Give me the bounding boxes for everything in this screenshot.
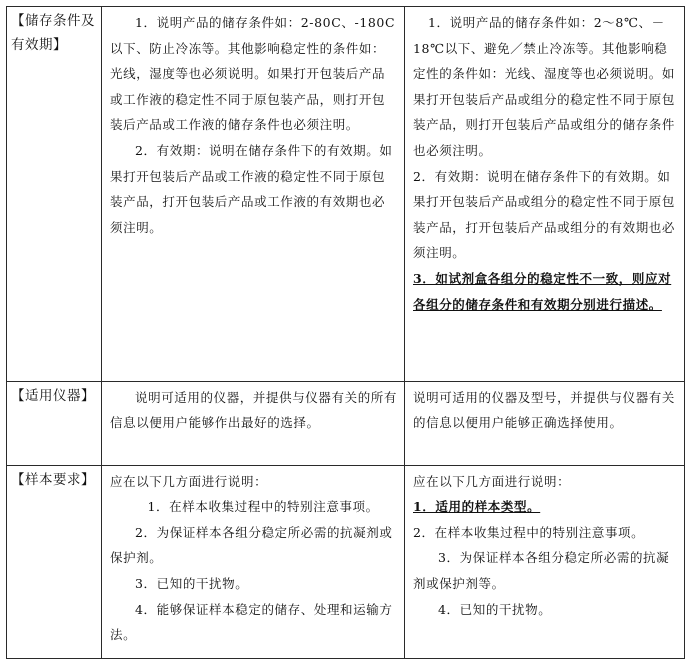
paragraph: 1．说明产品的储存条件如：2～8℃、－18℃以下、避免／禁止冷冻等。其他影响稳定性的条件如：光线、湿度等也必须说明。如果打开包装后产品或组分的稳定性不同于原包装产品，则打开包装后产品或组分的储存条件也必须注明。 (413, 15, 676, 158)
paragraph: 说明可适用的仪器，并提供与仪器有关的所有信息以便用户能够作出最好的选择。 (110, 389, 398, 431)
paragraph: 2．有效期：说明在储存条件下的有效期。如果打开包装后产品或工作液的稳定性不同于原包装产品，打开包装后产品或工作液的有效期也必须注明。 (110, 142, 393, 235)
row-heading: 【适用仪器】 (7, 381, 102, 465)
paragraph: 2．有效期：说明在储存条件下的有效期。如果打开包装后产品或组分的稳定性不同于原包装产品，打开包装后产品或组分的有效期也必须注明。 (413, 168, 676, 261)
original-text-cell (102, 465, 405, 658)
paragraph: 3．为保证样本各组分稳定所必需的抗凝剂或保护剂等。 (413, 550, 670, 592)
comparison-table (6, 6, 685, 659)
added-paragraph: 1．适用的样本类型。 (413, 499, 541, 515)
revised-text-cell (405, 381, 685, 465)
paragraph: 1．说明产品的储存条件如：2-80C、-180C以下、防止冷冻等。其他影响稳定性的条件如：光线，湿度等也必须说明。如果打开包装后产品或工作液的稳定性不同于原包装产品，则打开包装后产品或工作液的储存条件也必须注明。 (110, 15, 396, 133)
original-text-cell (102, 381, 405, 465)
revised-text-cell (405, 7, 685, 382)
table-row (7, 381, 685, 465)
row-heading: 【储存条件及有效期】 (7, 7, 102, 382)
table-row (7, 465, 685, 658)
paragraph: 说明可适用的仪器及型号，并提供与仪器有关的信息以便用户能够正确选择使用。 (413, 389, 676, 431)
paragraph: 1．在样本收集过程中的特别注意事项。 (147, 499, 379, 515)
paragraph: 应在以下几方面进行说明： (110, 473, 268, 489)
paragraph: 3．已知的干扰物。 (135, 576, 249, 592)
paragraph: 2．在样本收集过程中的特别注意事项。 (413, 524, 645, 540)
original-text-cell (102, 7, 405, 382)
paragraph: 4．已知的干扰物。 (438, 601, 552, 617)
row-heading: 【样本要求】 (7, 465, 102, 658)
revised-text-cell (405, 465, 685, 658)
table-row (7, 7, 685, 382)
paragraph: 4．能够保证样本稳定的储存、处理和运输方法。 (110, 601, 393, 643)
paragraph: 2．为保证样本各组分稳定所必需的抗凝剂或保护剂。 (110, 524, 393, 566)
paragraph: 应在以下几方面进行说明： (413, 473, 571, 489)
added-paragraph: 3．如试剂盒各组分的稳定性不一致，则应对各组分的储存条件和有效期分别进行描述。 (413, 270, 672, 312)
